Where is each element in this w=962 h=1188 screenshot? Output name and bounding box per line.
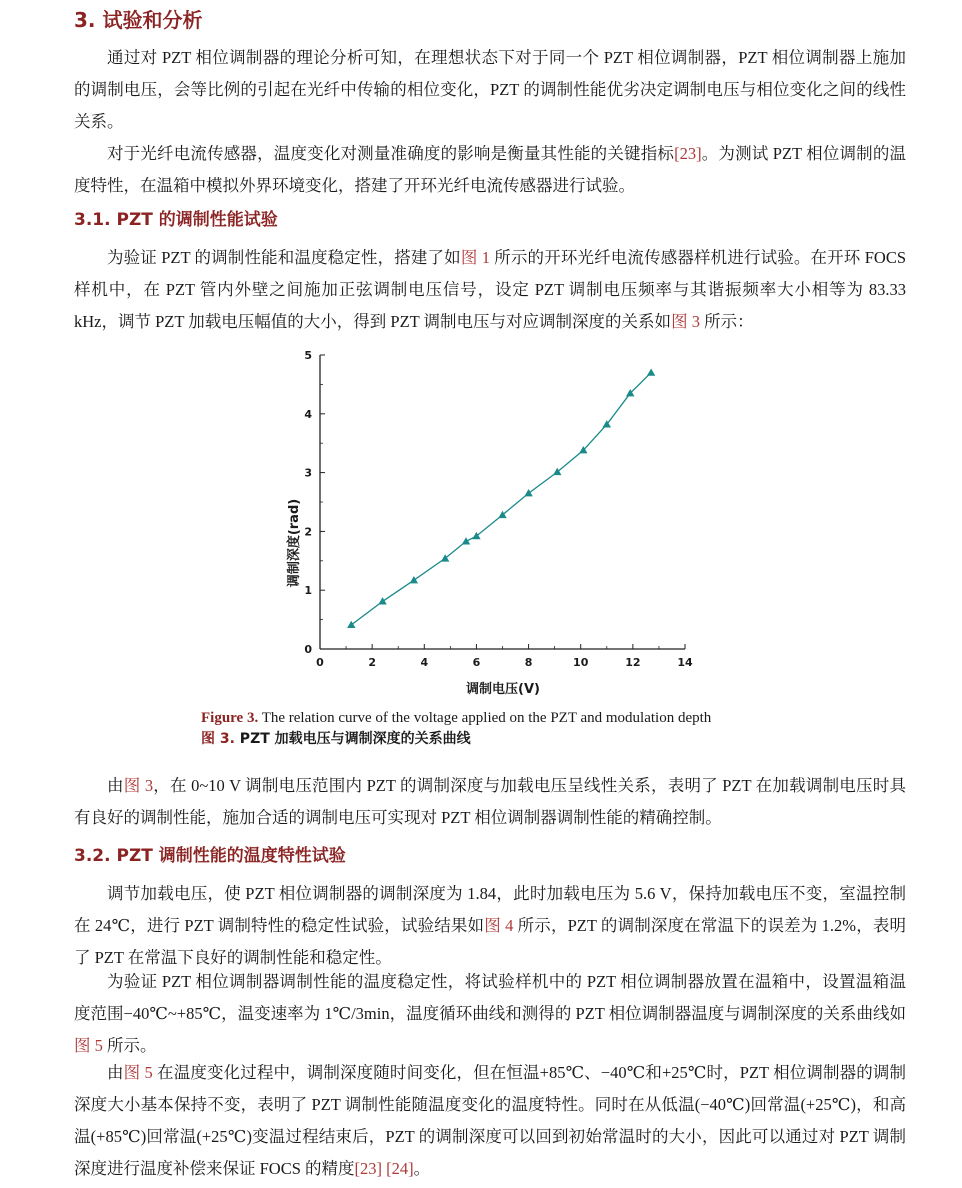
data-point-marker — [524, 489, 532, 496]
section-3-p2-text-b: 。为测试 PZT 相位调制的温度特性，在温箱中模拟外界环境变化，搭建了开环光纤电流传感器进行试验。 — [74, 144, 907, 195]
section-3-heading: 3. 试验和分析 — [74, 8, 203, 32]
section-3-2-paragraph-3 — [74, 1057, 906, 1185]
section-3-2-p3-text-b: 在温度变化过程中，调制深度随时间变化，但在恒温+85℃、−40℃和+25℃时，PZT 相位调制器的调制深度大小基本保持不变，表明了 PZT 调制性能随温度变化的温度特性。同时在从低温(−40℃)回常温(+25℃)，和高温(+85℃)回常温(+25℃)变温过程结束后，PZT 的调制深度可以回到初始常温时的大小，因此可以通过对 PZT 调制深度进行温度补偿来保证 FOCS 的精度 — [74, 1063, 907, 1178]
x-tick-label: 4 — [420, 656, 429, 669]
data-point-marker — [410, 576, 418, 583]
section-3-2-p2-text-a: 为验证 PZT 相位调制器调制性能的温度稳定性，将试验样机中的 PZT 相位调制器放置在温箱中，设置温箱温度范围−40℃~+85℃，温变速率为 1℃/3min，温度循环曲线和测得的 PZT 相位调制器温度与调制深度的关系曲线如 — [74, 972, 906, 1023]
section-3-2-p2-text-b: 所示。 — [102, 1036, 157, 1055]
section-3-1-p1-text-c: 所示： — [699, 312, 754, 331]
figure-3-link[interactable]: 图 3 — [671, 312, 700, 331]
figure-4-link[interactable]: 图 4 — [484, 916, 514, 935]
figure-3-caption-cn — [201, 729, 471, 749]
y-tick-label: 2 — [304, 525, 312, 539]
figure-5-link[interactable]: 图 5 — [74, 1036, 103, 1055]
y-tick-label: 3 — [304, 466, 312, 480]
figure-caption-label-cn: 图 3. — [201, 731, 235, 747]
x-tick-label: 6 — [472, 656, 481, 669]
chart-ticks — [304, 349, 693, 669]
figure-caption-text: The relation curve of the voltage applied on the PZT and modulation depth — [258, 710, 712, 726]
section-3-2-p3-text-c: 。 — [413, 1159, 431, 1178]
x-tick-label: 2 — [368, 656, 376, 669]
data-point-marker — [347, 621, 355, 628]
figure-5-link[interactable]: 图 5 — [123, 1063, 153, 1082]
chart-axes — [320, 355, 685, 649]
section-3-1-p1-text-b: 所示的开环光纤电流传感器样机进行试验。在开环 FOCS 样机中，在 PZT 管内外壁之间施加正弦调制电压信号，设定 PZT 调制电压频率与其谐振频率大小相等为 83.33 kHz，调节 PZT 加载电压幅值的大小，得到 PZT 调制电压与对应调制深度的关系如 — [74, 248, 906, 331]
y-tick-label: 1 — [304, 584, 312, 598]
citation-link[interactable]: [23] [24] — [354, 1159, 414, 1178]
figure-caption-label: Figure 3. — [201, 710, 259, 726]
section-3-1-p2-text-a: 由 — [107, 776, 124, 795]
section-3-p2-text-a: 对于光纤电流传感器，温度变化对测量准确度的影响是衡量其性能的关键指标 — [107, 144, 675, 163]
y-tick-label: 5 — [304, 349, 312, 362]
data-point-marker — [378, 597, 386, 604]
citation-link[interactable]: [23] — [674, 144, 702, 163]
chart-x-axis-label: 调制电压(V) — [466, 682, 540, 697]
section-3-1-p2-text-b: ，在 0~10 V 调制电压范围内 PZT 的调制深度与加载电压呈线性关系，表明了 PZT 在加载调制电压时具有良好的调制性能，施加合适的调制电压可实现对 PZT 相位调制器调制性能的精确控制。 — [74, 776, 907, 827]
figure-caption-text-cn: PZT 加载电压与调制深度的关系曲线 — [234, 731, 471, 747]
section-3-2-p1-text-b: 所示，PZT 的调制深度在常温下的误差为 1.2%，表明了 PZT 在常温下良好的调制性能和稳定性。 — [74, 916, 907, 967]
x-tick-label: 12 — [625, 656, 641, 669]
section-3-p1-text: 通过对 PZT 相位调制器的理论分析可知，在理想状态下对于同一个 PZT 相位调制器，PZT 相位调制器上施加的调制电压，会等比例的引起在光纤中传输的相位变化，PZT 的调制性能优劣决定调制电压与相位变化之间的线性关系。 — [74, 48, 906, 131]
section-3-2-p1-text-a: 调节加载电压，使 PZT 相位调制器的调制深度为 1.84，此时加载电压为 5.6 V，保持加载电压不变，室温控制在 24℃，进行 PZT 调制特性的稳定性试验，试验结果如 — [74, 884, 906, 935]
y-tick-label: 4 — [304, 407, 312, 421]
section-3-2-paragraph-2 — [74, 966, 906, 1062]
section-3-1-heading: 3.1. PZT 的调制性能试验 — [74, 210, 278, 230]
figure-3-chart — [270, 340, 710, 710]
section-3-paragraph-1 — [74, 42, 906, 138]
section-3-1-p1-text-a: 为验证 PZT 的调制性能和温度稳定性，搭建了如 — [107, 248, 461, 267]
chart-y-axis-label: 调制深度(rad) — [287, 498, 302, 588]
figure-3-caption-en — [201, 708, 711, 728]
x-tick-label: 10 — [573, 656, 589, 669]
x-tick-label: 14 — [677, 656, 693, 669]
x-tick-label: 8 — [524, 656, 533, 669]
figure-1-link[interactable]: 图 1 — [460, 248, 490, 267]
figure-3-link[interactable]: 图 3 — [123, 776, 154, 795]
data-point-marker — [647, 368, 655, 375]
y-tick-label: 0 — [304, 643, 312, 656]
section-3-2-paragraph-1 — [74, 878, 906, 974]
section-3-1-paragraph-2 — [74, 770, 906, 834]
section-3-2-heading: 3.2. PZT 调制性能的温度特性试验 — [74, 846, 346, 866]
x-tick-label: 0 — [316, 656, 324, 669]
chart-series — [347, 368, 655, 628]
data-point-marker — [462, 537, 470, 544]
series-line — [351, 373, 651, 625]
section-3-paragraph-2 — [74, 138, 906, 202]
section-3-1-paragraph-1 — [74, 242, 906, 338]
section-3-2-p3-text-a: 由 — [107, 1063, 124, 1082]
